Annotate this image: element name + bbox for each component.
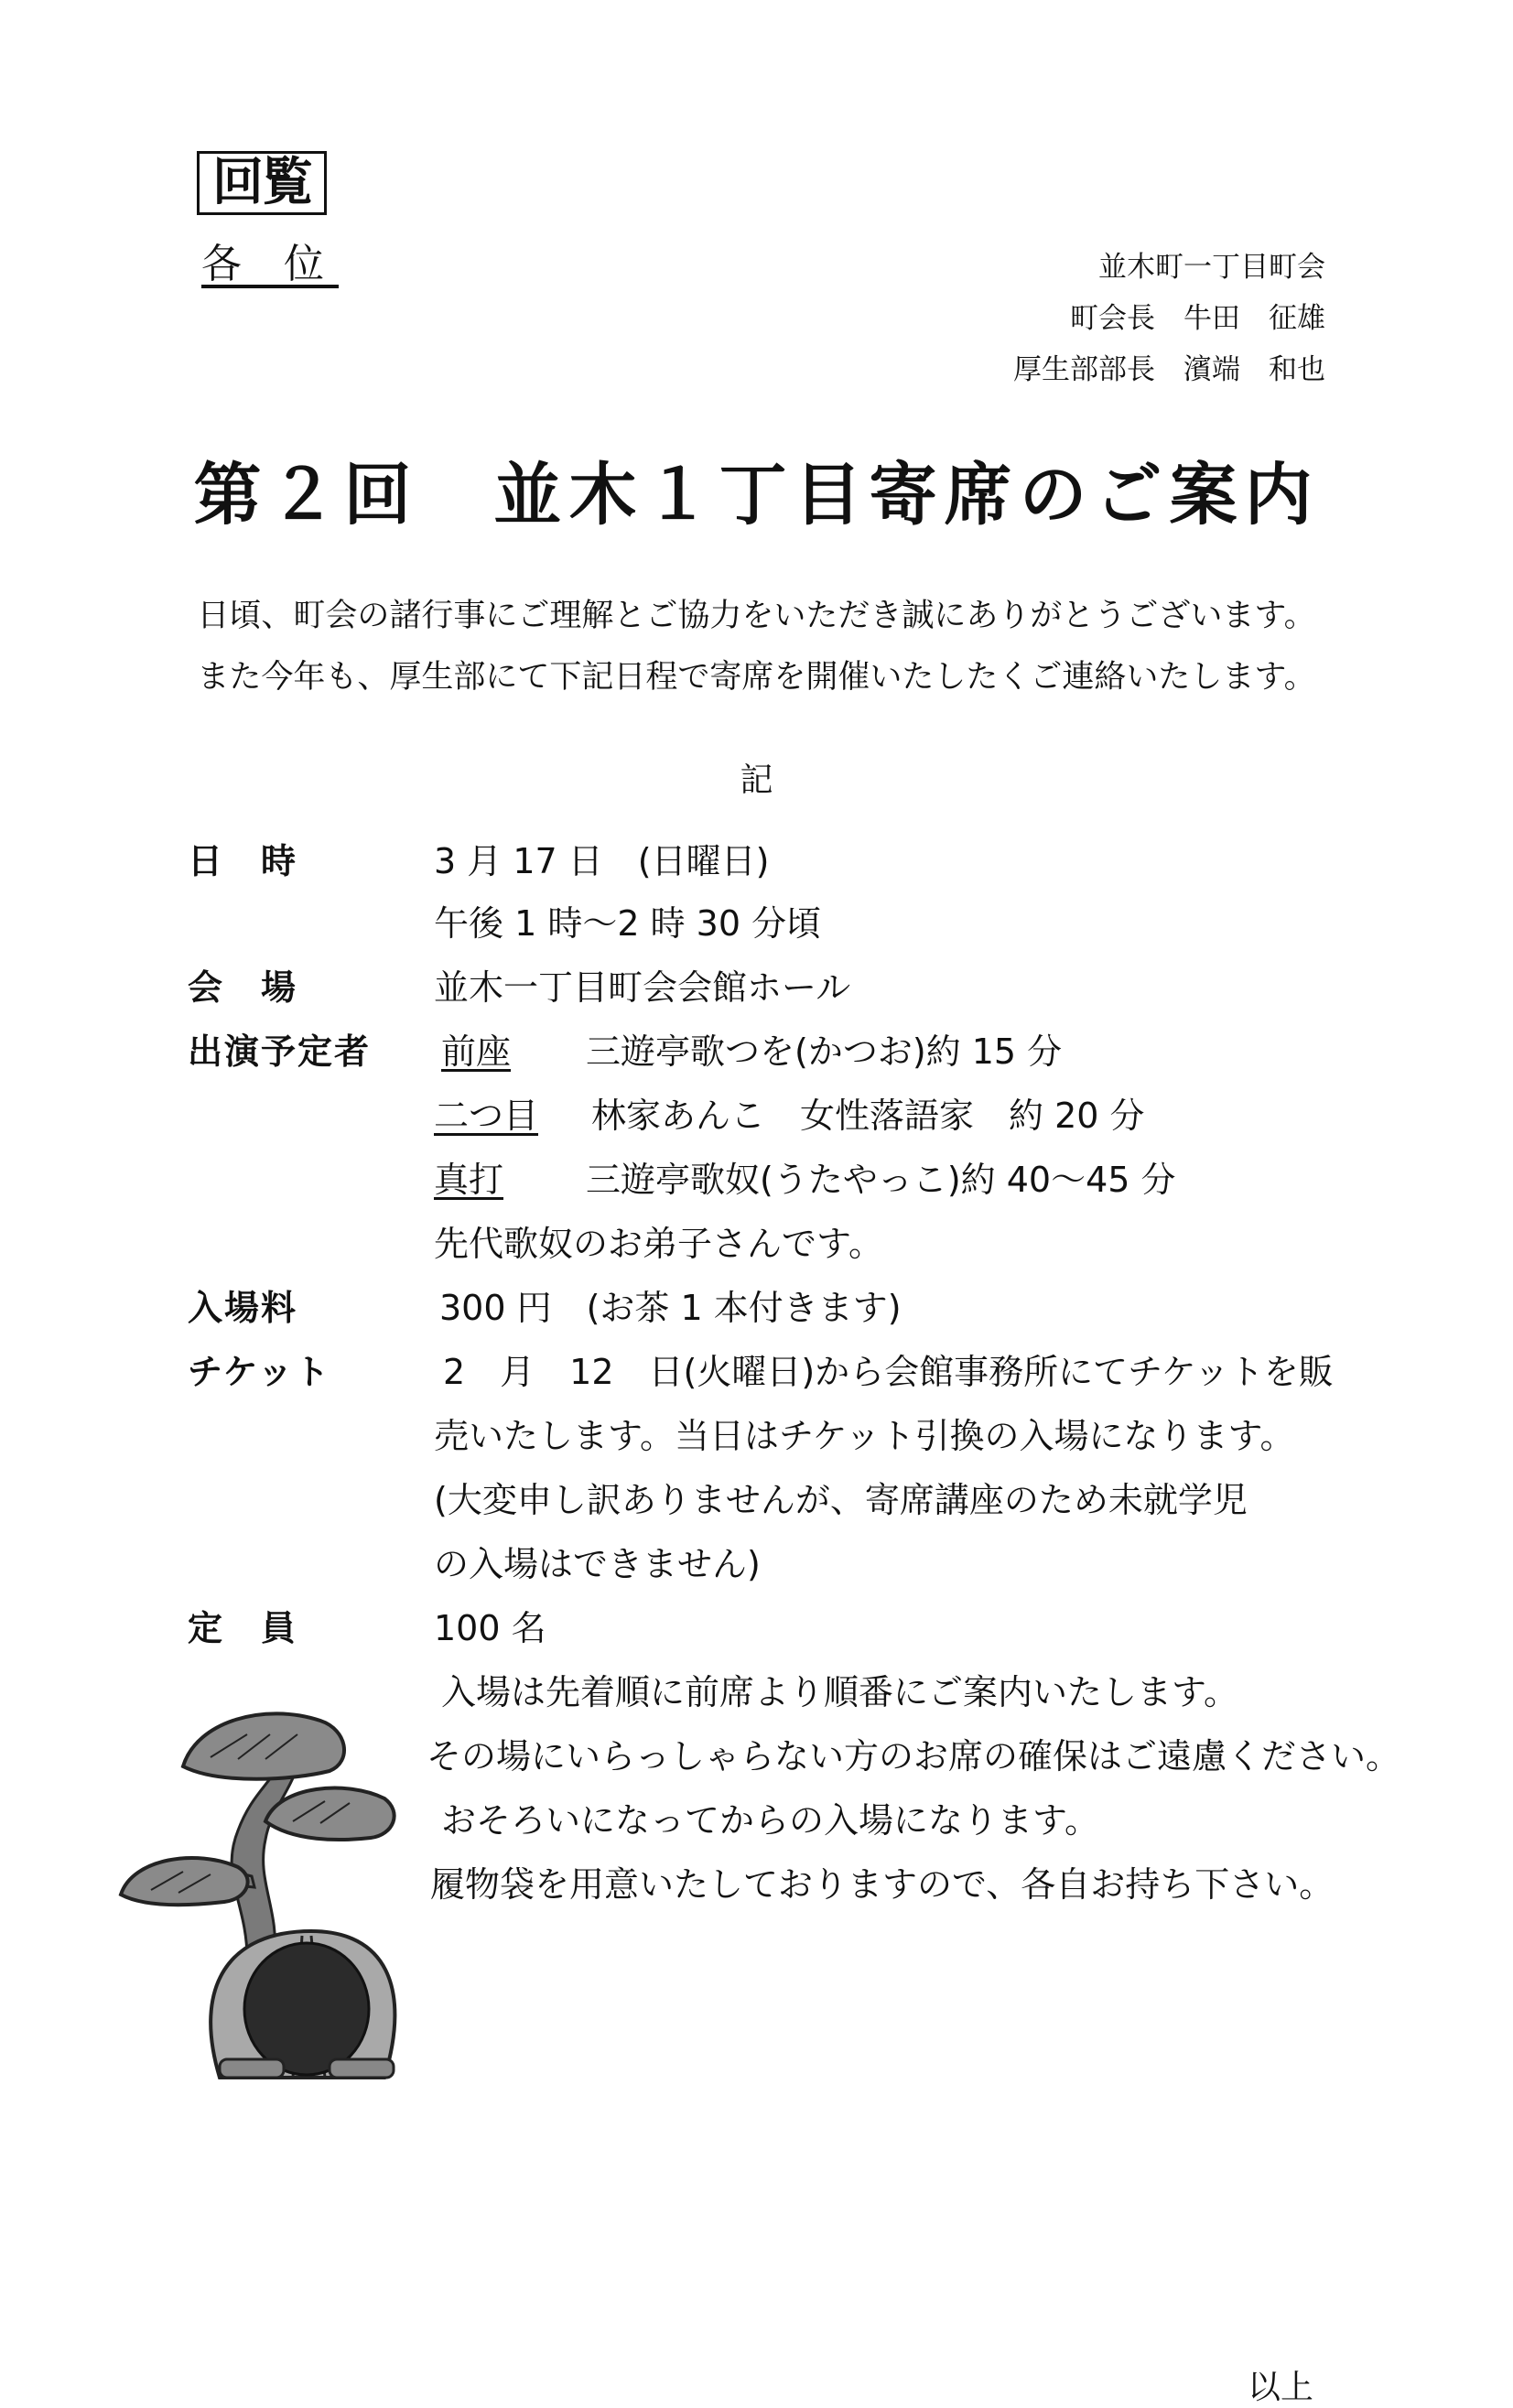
venue-label: 会 場 [188,967,298,1008]
ticket-label: チケット [188,1352,331,1392]
ticket-line-3: (大変申し訳ありませんが、寄席講座のため未就学児 [434,1480,1248,1520]
ticket-line-2: 売いたします。当日はチケット引換の入場になります。 [434,1416,1295,1456]
capacity-note-1: 入場は先着順に前席より順番にご案内いたします。 [441,1672,1238,1712]
venue-name: 並木一丁目町会会館ホール [434,967,851,1008]
performer-name-shinuchi: 三遊亭歌奴(うたやっこ)約 40～45 分 [586,1160,1176,1200]
capacity-label: 定 員 [188,1608,298,1648]
addressee: 各 位 [201,241,339,287]
performer-rank-zenza: 前座 [441,1031,512,1072]
sender-chair: 町会長 牛田 征雄 [1070,302,1325,335]
intro-line-1: 日頃、町会の諸行事にご理解とご協力をいただき誠にありがとうございます。 [197,598,1316,634]
performer-rank-futatsume: 二つ目 [434,1096,539,1136]
capacity-value: 100 名 [434,1608,546,1648]
performers-label: 出演予定者 [188,1031,372,1072]
performer-note: 先代歌奴のお弟子さんです。 [434,1224,883,1264]
sender-org: 並木町一丁目町会 [1098,251,1325,284]
event-time: 午後 1 時～2 時 30 分頃 [434,903,822,944]
fee-label: 入場料 [188,1288,298,1328]
intro-line-2: また今年も、厚生部にて下記日程で寄席を開催いたしたくご連絡いたします。 [197,659,1316,696]
capacity-note-2: その場にいらっしゃらない方のお席の確保はご遠慮ください。 [427,1736,1401,1776]
event-date: 3 月 17 日 (日曜日) [434,841,770,881]
capacity-note-4: 履物袋を用意いたしておりますので、各自お持ち下さい。 [430,1864,1335,1905]
ki-marker: 記 [740,761,773,799]
capacity-note-3: おそろいになってからの入場になります。 [441,1800,1099,1841]
datetime-label: 日 時 [188,841,298,881]
ticket-line-1: 2 月 12 日(火曜日)から会館事務所にてチケットを販 [443,1352,1334,1392]
fee-value: 300 円 (お茶 1 本付きます) [439,1288,902,1328]
performer-name-futatsume: 林家あんこ 女性落語家 約 20 分 [591,1096,1145,1136]
pine-and-bowing-performer-icon [110,1684,439,2087]
performer-name-zenza: 三遊亭歌つを(かつお)約 15 分 [586,1031,1063,1072]
circulation-stamp: 回覧 [197,151,327,215]
performer-rank-shinuchi: 真打 [434,1160,504,1200]
closing-mark: 以上 [1247,2369,1313,2406]
page-title: 第２回 並木１丁目寄席のご案内 [193,456,1320,535]
sender-dept-head: 厚生部部長 濱端 和也 [1013,353,1325,386]
ticket-line-4: の入場はできません) [434,1544,761,1584]
